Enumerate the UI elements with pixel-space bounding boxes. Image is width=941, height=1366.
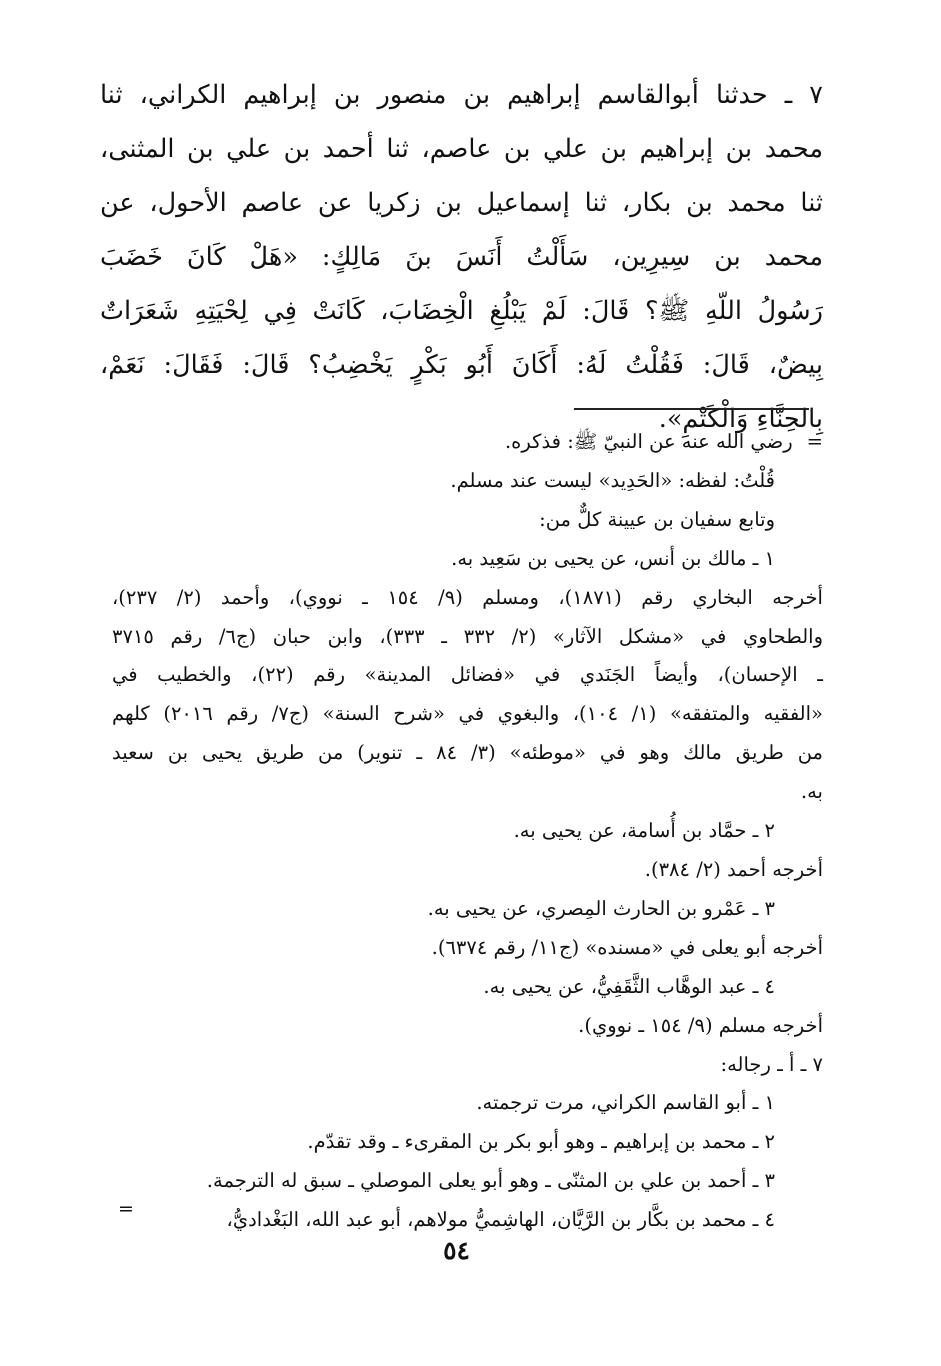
footnote-line: ٤ ـ محمد بن بكَّار بن الرَّيَّان، الهاشِميُّ مولاهم، أبو عبد الله، البَغْداديُّ، xyxy=(226,1208,775,1232)
footnote-line: ٢ ـ حمَّاد بن أُسامة، عن يحيى به. xyxy=(513,819,775,843)
footnote-line: به. xyxy=(800,780,823,804)
continuation-mark: = xyxy=(118,1198,134,1220)
footnote-line: أخرجه أحمد (٢/ ٣٨٤). xyxy=(644,857,823,881)
footnote-line: أخرجه أبو يعلى في «مسنده» (ج١١/ رقم ٦٣٧٤). xyxy=(431,935,823,959)
hadith-line: ٧ ـ حدثنا أبوالقاسم إبراهيم بن منصور بن إبراهيم الكراني، ثنا xyxy=(100,80,823,110)
footnote-line: وتابع سفيان بن عيينة كلٌّ من: xyxy=(539,507,775,531)
footnote-line: قُلْتُ: لفظه: «الحَدِيد» ليست عند مسلم. xyxy=(450,468,775,492)
hadith-line: بِالحِنَّاءِ وَالْكَتْمِ». xyxy=(658,404,823,434)
continuation-mark: = xyxy=(806,430,823,453)
section-heading: ٧ ـ أ ـ رجاله: xyxy=(720,1052,823,1076)
footnote-line: من طريق مالك وهو في «موطئه» (٣/ ٨٤ ـ تنوير) من طريق يحيى بن سعيد xyxy=(112,741,823,765)
footnotes xyxy=(112,423,823,1240)
footnote-line: =رضي الله عنه عن النبيّ ﷺ: فذكره. xyxy=(112,423,823,462)
footnote-line: أخرجه مسلم (٩/ ١٥٤ ـ نووي). xyxy=(578,1013,823,1037)
footnote-separator xyxy=(574,408,809,410)
footnote-line: ـ الإحسان)، وأيضاً الجَنَدي في «فضائل المدينة» رقم (٢٢)، والخطيب في xyxy=(112,663,823,687)
hadith-line: محمد بن سِيرِين، سَأَلْتُ أَنَسَ بنَ مَالِكٍ: «هَلْ كَانَ خَضَبَ xyxy=(100,242,823,272)
footnote-line: ١ ـ أبو القاسم الكراني، مرت ترجمته. xyxy=(476,1091,775,1115)
hadith-line: محمد بن إبراهيم بن علي بن عاصم، ثنا أحمد بن علي بن المثنى، xyxy=(100,134,823,164)
footnote-line: «الفقيه والمتفقه» (١/ ١٠٤)، والبغوي في «شرح السنة» (ج٧/ رقم ٢٠١٦) كلهم xyxy=(112,702,823,726)
hadith-line: ثنا محمد بن بكار، ثنا إسماعيل بن زكريا عن عاصم الأحول، عن xyxy=(100,188,823,218)
hadith-line: رَسُولُ اللّهِ ﷺ؟ قَالَ: لَمْ يَبْلُغِ الْخِضَابَ، كَانَتْ فِي لِحْيَتِهِ شَعَرَاتٌ xyxy=(100,296,823,326)
footnote-line: ١ ـ مالك بن أنس، عن يحيى بن سَعِيد به. xyxy=(451,546,775,570)
footnote-line: ٣ ـ أحمد بن علي بن المثنّى ـ وهو أبو يعلى الموصلي ـ سبق له الترجمة. xyxy=(206,1169,775,1193)
footnote-line: ٣ ـ عَمْرو بن الحارث المِصري، عن يحيى به. xyxy=(427,896,775,920)
hadith-text xyxy=(100,68,823,446)
footnote-line: أخرجه البخاري رقم (١٨٧١)، ومسلم (٩/ ١٥٤ ـ نووي)، وأحمد (٢/ ٢٣٧)، xyxy=(112,585,823,609)
hadith-line: بِيضٌ، قَالَ: فَقُلْتُ لَهُ: أَكَانَ أَبُو بَكْرٍ يَخْضِبُ؟ قَالَ: فَقَالَ: نَعَمْ، xyxy=(100,350,823,380)
footnote-line: ٤ ـ عبد الوهَّاب الثَّقَفِيُّ، عن يحيى به. xyxy=(483,974,775,998)
page-number: ٥٤ xyxy=(443,1236,470,1265)
footnote-line: والطحاوي في «مشكل الآثار» (٢/ ٣٣٢ ـ ٣٣٣)، وابن حبان (ج٦/ رقم ٣٧١٥ xyxy=(112,624,823,648)
footnote-line: ٢ ـ محمد بن إبراهيم ـ وهو أبو بكر بن المقرىء ـ وقد تقدّم. xyxy=(307,1130,775,1154)
